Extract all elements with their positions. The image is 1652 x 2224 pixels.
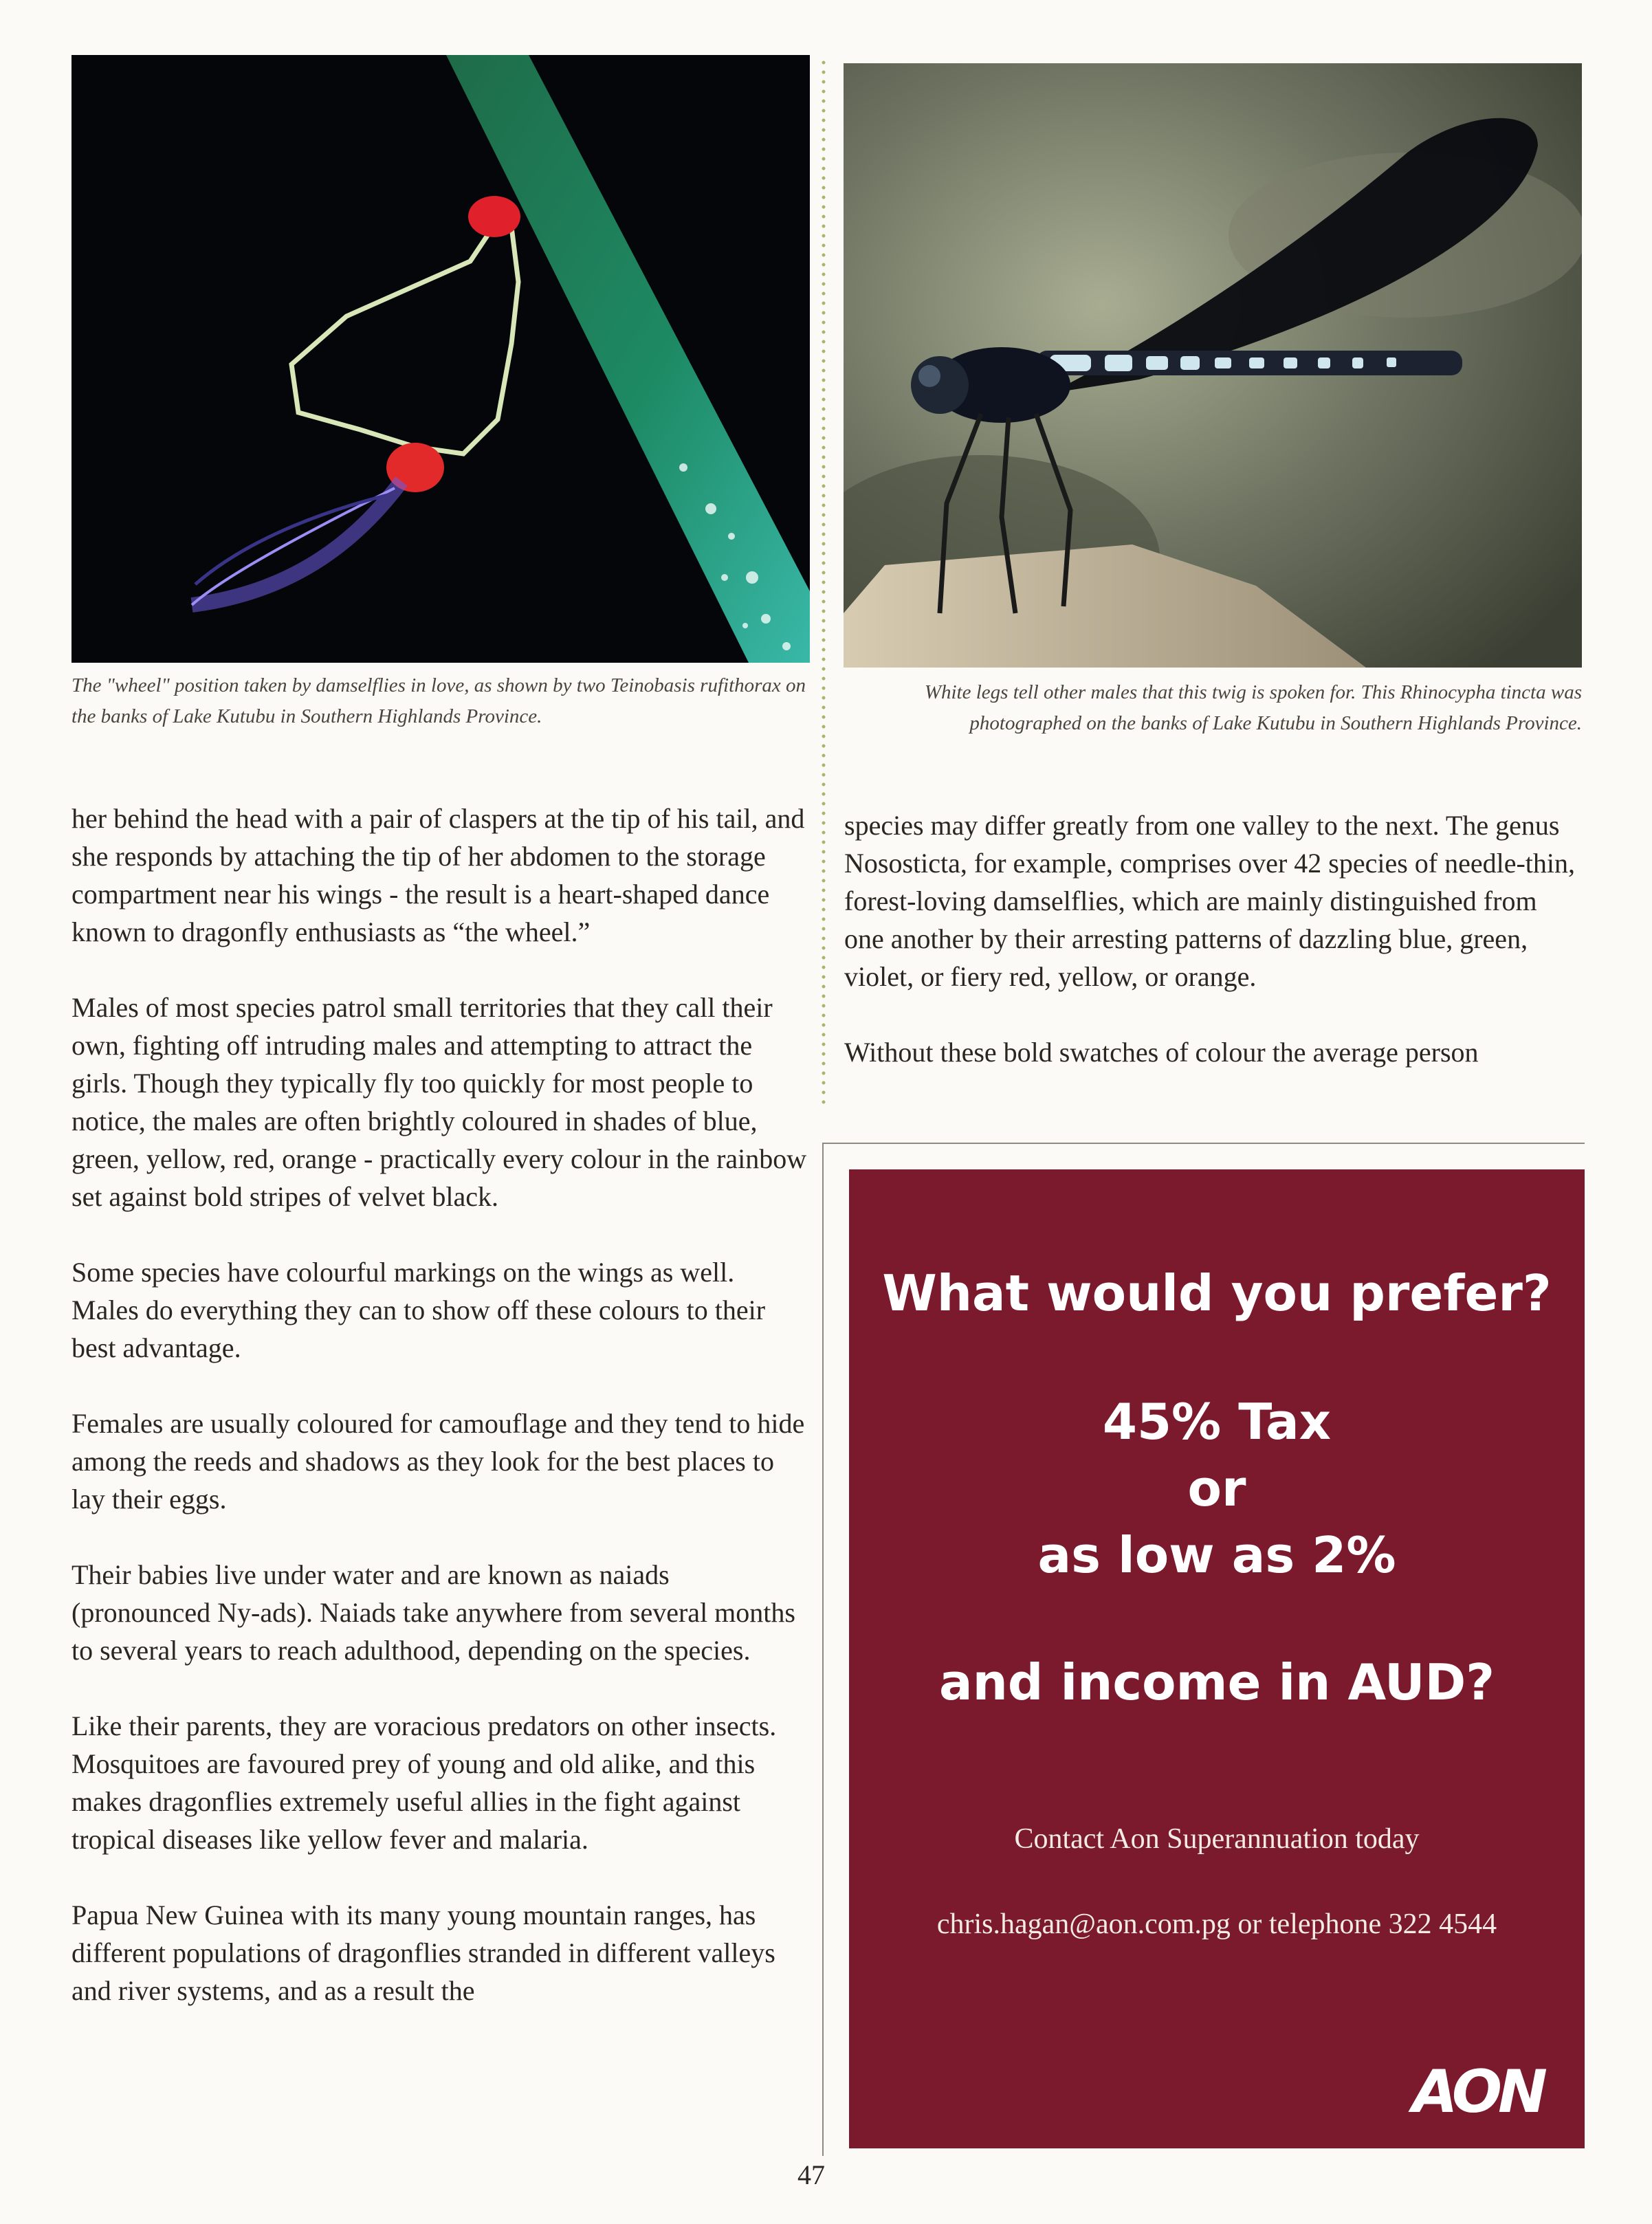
article-paragraph: Their babies live under water and are known as naiads (pronounced Ny-ads). Naiads take anywhere from several months to several years to reach adulthood, depending on the species. xyxy=(71,1559,795,1666)
article-right-column xyxy=(844,806,1580,1109)
ad-email-phone: chris.hagan@aon.com.pg or telephone 322 4544 xyxy=(936,1908,1497,1940)
article-paragraph: Papua New Guinea with its many young mountain ranges, has different populations of dragonflies stranded in different valleys and river systems, and as a result the xyxy=(71,1900,775,2006)
aon-advertisement xyxy=(849,1169,1585,2148)
ad-contact-line: Contact Aon Superannuation today xyxy=(1014,1823,1420,1855)
article-paragraph: Some species have colourful markings on the wings as well. Males do everything they can to show off these colours to their best advantage. xyxy=(71,1257,766,1363)
article-left-column xyxy=(71,800,807,2047)
column-divider xyxy=(822,58,826,1110)
ad-tax-line: 45% Tax xyxy=(1102,1393,1332,1451)
article-paragraph: Males of most species patrol small territories that they call their own, fighting off intruding males and attempting to attract the girls. Though they typically fly too quickly for most people to notice, the males are often brightly coloured in shades of blue, green, yellow, red, orange - practically every colour in the rainbow set against bold stripes of velvet black. xyxy=(71,992,807,1212)
damselflies-photo-icon xyxy=(71,55,810,663)
aon-logo: AON xyxy=(1412,2058,1543,2126)
ad-income-line: and income in AUD? xyxy=(939,1653,1495,1711)
rhinocypha-photo-icon xyxy=(844,63,1582,668)
damselflies-wheel-photo xyxy=(71,55,810,663)
ad-or-line: or xyxy=(1187,1460,1246,1517)
right-photo-caption: White legs tell other males that this twig is spoken for. This Rhinocypha tincta was photographed on the banks of Lake Kutubu in Southern Highlands Province. xyxy=(924,681,1582,734)
article-paragraph: species may differ greatly from one valley to the next. The genus Nososticta, for example, comprises over 42 species of needle-thin, forest-loving damselflies, which are mainly distinguished from one another by their arresting patterns of dazzling blue, green, violet, or fiery red, yellow, or orange. xyxy=(844,810,1576,992)
ad-low-rate-line: as low as 2% xyxy=(1037,1526,1396,1584)
article-paragraph: her behind the head with a pair of claspers at the tip of his tail, and she responds by attaching the tip of her abdomen to the storage compartment near his wings - the result is a heart-shaped dance known to dragonfly enthusiasts as “the wheel.” xyxy=(71,803,805,947)
ad-headline: What would you prefer? xyxy=(882,1264,1552,1322)
left-photo-caption: The "wheel" position taken by damselflies in love, as shown by two Teinobasis rufithorax on the banks of Lake Kutubu in Southern Highlands Province. xyxy=(71,674,806,727)
article-paragraph: Females are usually coloured for camouflage and they tend to hide among the reeds and shadows as they look for the best places to lay their eggs. xyxy=(71,1408,805,1515)
page-number: 47 xyxy=(797,2159,825,2190)
rhinocypha-damselfly-photo xyxy=(844,63,1582,668)
article-paragraph: Without these bold swatches of colour the average person xyxy=(844,1037,1479,1068)
article-paragraph: Like their parents, they are voracious predators on other insects. Mosquitoes are favoured prey of young and old alike, and this makes dragonflies extremely useful allies in the fight against tropical diseases like yellow fever and malaria. xyxy=(71,1710,777,1855)
